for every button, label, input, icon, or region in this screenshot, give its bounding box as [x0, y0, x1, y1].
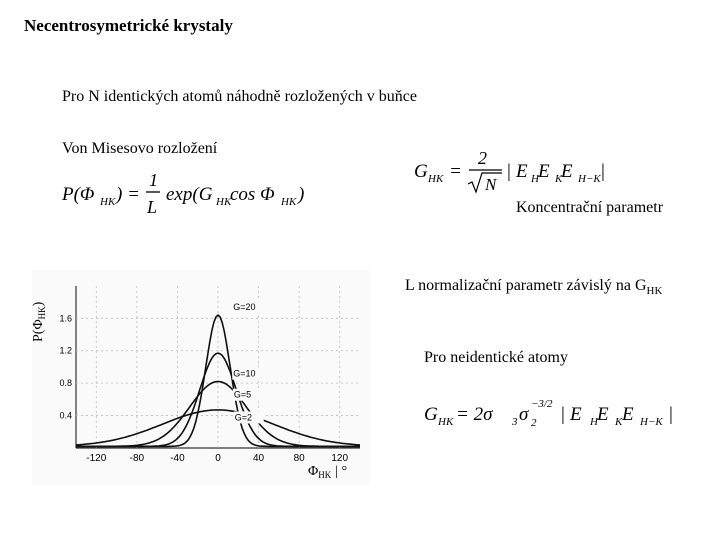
formula-p-end: ) — [298, 184, 305, 205]
chart-series-label-G=2: G=2 — [234, 412, 253, 423]
formula-g-nonidentical-svg — [424, 390, 694, 434]
chart-background — [32, 270, 370, 485]
chart-x-tick-6: 120 — [331, 453, 349, 464]
von-mises-distribution-chart — [32, 270, 370, 485]
formula-g1-t3: E — [561, 161, 573, 182]
formula-g2-end: | — [668, 404, 674, 425]
formula-g-identical — [414, 146, 614, 196]
formula-g2-s2: σ — [519, 404, 529, 425]
chart-x-tick-2: -40 — [170, 453, 185, 464]
formula-p-exp-sub: HK — [216, 196, 232, 208]
chart-y-tick-3: 1.6 — [59, 313, 72, 324]
formula-g1-eq: = — [449, 161, 462, 182]
chart-x-label-unit: | ° — [335, 464, 348, 479]
formula-p-num: 1 — [149, 170, 158, 190]
formula-g1-body: | E — [506, 161, 528, 182]
formula-g2-eq: = 2σ — [456, 404, 493, 425]
chart-x-tick-0: -120 — [86, 453, 107, 464]
chart-series-label-G=5: G=5 — [233, 389, 252, 400]
formula-p-lhs-sub: HK — [100, 196, 116, 208]
formula-g2-t3: E — [622, 404, 634, 425]
formula-g1-t2: E — [538, 161, 550, 182]
formula-g1-end: | — [600, 161, 606, 182]
formula-p-cos: cos Φ — [230, 184, 275, 205]
chart-svg — [32, 270, 370, 485]
formula-g2-e3: H−K — [640, 416, 663, 428]
chart-y-tick-0: 0.4 — [59, 410, 72, 421]
formula-g1-s2: K — [555, 173, 563, 185]
formula-g2-t2: E — [597, 404, 609, 425]
formula-g2-s2sup: −3/2 — [531, 398, 553, 410]
formula-g2-s2sub: 2 — [531, 417, 537, 429]
text-normalization-sub: HK — [646, 285, 663, 298]
formula-g1-den: N — [485, 175, 497, 194]
chart-x-tick-1: -80 — [129, 453, 145, 464]
chart-y-label-end: ) — [32, 301, 46, 307]
formula-p-den: L — [147, 197, 158, 217]
formula-g2-lhs: G — [424, 404, 438, 425]
formula-g2-e2: K — [615, 416, 623, 428]
chart-series-label-G=20: G=20 — [233, 302, 256, 313]
chart-x-tick-4: 40 — [253, 453, 265, 464]
slide-title: Necentrosymetrické krystaly — [24, 16, 233, 35]
chart-x-label-text: Φ — [308, 464, 319, 479]
text-concentration-parameter: Koncentrační parametr — [516, 199, 664, 216]
chart-x-tick-3: 0 — [215, 453, 221, 464]
formula-von-mises — [62, 168, 312, 220]
chart-x-tick-5: 80 — [293, 453, 305, 464]
formula-g2-e1: H — [590, 416, 598, 428]
formula-p-cos-sub: HK — [281, 196, 297, 208]
text-von-mises: Von Misesovo rozložení — [62, 140, 218, 157]
formula-g1-lhs: G — [414, 161, 428, 182]
formula-g1-s3: H−K — [578, 173, 601, 185]
formula-g1-lhs-sub: HK — [428, 173, 444, 185]
formula-g2-s3sub: 3 — [512, 416, 518, 428]
text-normalization-main: L normalizační parametr závislý na G — [405, 277, 647, 294]
chart-series-label-G=10: G=10 — [233, 368, 256, 379]
chart-y-label-text: P(Φ — [32, 319, 46, 342]
formula-g-identical-svg — [414, 146, 614, 196]
formula-g-nonidentical — [424, 390, 694, 434]
text-normalization-parameter — [405, 277, 662, 297]
chart-y-tick-2: 1.2 — [59, 345, 72, 356]
formula-von-mises-svg — [62, 168, 312, 220]
formula-p-lhs-end: ) = — [116, 184, 140, 205]
formula-g1-num: 2 — [478, 148, 487, 168]
text-non-identical-atoms: Pro neidentické atomy — [424, 349, 568, 366]
chart-x-label-sub: HK — [318, 470, 332, 480]
formula-g1-s1: H — [531, 173, 539, 185]
formula-g2-lhs-sub: HK — [438, 416, 454, 428]
formula-g2-body: | E — [560, 404, 582, 425]
formula-p-exp: exp(G — [166, 184, 213, 205]
formula-p-lhs: P(Φ — [62, 184, 95, 205]
text-identical-atoms: Pro N identických atomů náhodně rozložených v buňce — [62, 88, 417, 105]
chart-y-tick-1: 0.8 — [59, 378, 72, 389]
chart-y-label-sub: HK — [37, 306, 47, 320]
